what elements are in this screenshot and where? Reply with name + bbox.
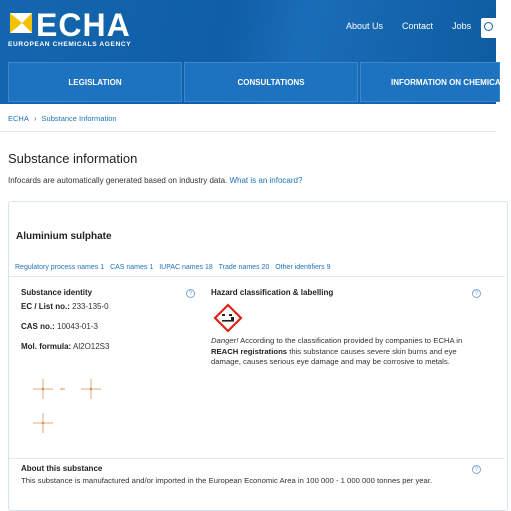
hazard-text-part-2: this substance causes severe skin burns and eye damage, causes serious eye damage and may be corrosive to metals. (211, 346, 457, 366)
corrosive-hazard-icon[interactable] (214, 304, 242, 332)
hazard-signal-word: Danger! (211, 336, 239, 345)
tab-trade-names[interactable]: Trade names 20 (218, 264, 270, 271)
divider (0, 131, 496, 132)
molecular-formula-label: Mol. formula: (21, 342, 72, 351)
breadcrumb (8, 114, 117, 123)
nav-consultations[interactable]: CONSULTATIONS (184, 62, 358, 102)
hazard-description (211, 336, 473, 368)
tab-iupac-names[interactable]: IUPAC names 18 (159, 264, 213, 271)
what-is-infocard-link[interactable]: What is an infocard? (229, 176, 303, 185)
about-help-icon[interactable]: ? (472, 465, 481, 474)
nav-information-on-chemicals[interactable]: INFORMATION ON CHEMICALS (360, 62, 500, 102)
intro-text (8, 176, 302, 185)
breadcrumb-substance-information[interactable]: Substance Information (41, 114, 117, 123)
hazard-help-icon[interactable]: ? (472, 289, 481, 298)
about-heading: About this substance (21, 464, 103, 473)
substance-name: Aluminium sulphate (16, 231, 112, 242)
cas-number-value: 10043-01-3 (57, 322, 98, 331)
echa-logo-icon (8, 10, 34, 36)
reach-registrations-link[interactable]: REACH registrations (211, 346, 288, 356)
hazard-text-part-1: According to the classification provided by companies to ECHA in (240, 336, 463, 345)
logo-subtitle: EUROPEAN CHEMICALS AGENCY (8, 41, 132, 48)
intro-sentence: Infocards are automatically generated based on industry data. (8, 176, 228, 185)
divider (9, 276, 505, 277)
molecular-structure-image (29, 377, 119, 437)
substance-identity-heading: Substance identity (21, 288, 93, 297)
divider (9, 458, 505, 459)
logo-text: ECHA (36, 7, 131, 43)
search-icon (484, 22, 493, 31)
tab-regulatory-process-names[interactable]: Regulatory process names 1 (15, 264, 105, 271)
molecular-formula-field (21, 342, 109, 351)
search-button[interactable] (481, 18, 496, 38)
identifier-tabs (15, 264, 335, 271)
main-navigation (8, 62, 511, 102)
about-text: This substance is manufactured and/or imported in the European Economic Area in 100 000 - 1 000 000 tonnes per year. (21, 476, 433, 485)
tab-cas-names[interactable]: CAS names 1 (110, 264, 154, 271)
breadcrumb-echa[interactable]: ECHA (8, 114, 29, 123)
top-link-about-us[interactable]: About Us (346, 21, 384, 31)
ec-number-field (21, 302, 109, 311)
hazard-heading: Hazard classification & labelling (211, 288, 334, 297)
top-link-jobs[interactable]: Jobs (452, 21, 472, 31)
tab-other-identifiers[interactable]: Other identifiers 9 (275, 264, 331, 271)
infocard (8, 201, 508, 511)
top-link-contact[interactable]: Contact (402, 21, 434, 31)
page-title: Substance information (8, 151, 138, 166)
molecular-formula-value: Al2O12S3 (73, 342, 110, 351)
identity-help-icon[interactable]: ? (186, 289, 195, 298)
cas-number-field (21, 322, 98, 331)
top-navigation (346, 21, 490, 31)
echa-logo[interactable] (8, 7, 168, 50)
site-header (0, 0, 511, 104)
nav-legislation[interactable]: LEGISLATION (8, 62, 182, 102)
cas-number-label: CAS no.: (21, 322, 55, 331)
ec-number-label: EC / List no.: (21, 302, 70, 311)
ec-number-value: 233-135-0 (72, 302, 109, 311)
breadcrumb-separator-icon: › (33, 114, 37, 123)
